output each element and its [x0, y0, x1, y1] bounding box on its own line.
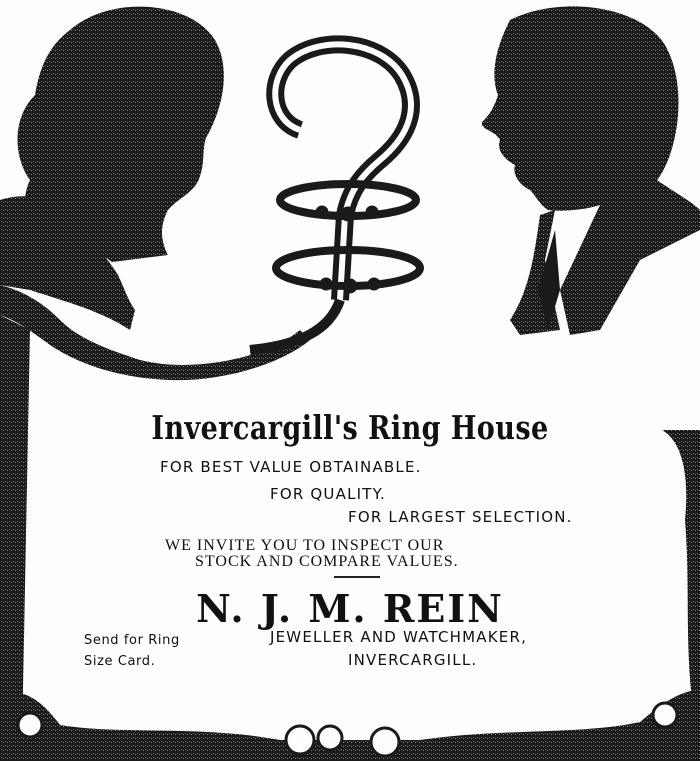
floral-border-icon: [0, 690, 700, 761]
tagline-selection: FOR LARGEST SELECTION.: [348, 508, 573, 526]
question-mark-rings-icon: [250, 44, 420, 350]
divider-rule: [334, 576, 380, 578]
tagline-value: FOR BEST VALUE OBTAINABLE.: [160, 458, 422, 476]
tagline-quality: FOR QUALITY.: [270, 485, 386, 503]
send-for-ring: Send for Ring: [84, 633, 180, 648]
invite-line-1: WE INVITE YOU TO INSPECT OUR: [165, 537, 445, 554]
invite-line-2: STOCK AND COMPARE VALUES.: [195, 553, 459, 570]
headline: Invercargill's Ring House: [151, 408, 549, 447]
business-name: N. J. M. REIN: [196, 586, 504, 631]
trade-line: JEWELLER AND WATCHMAKER,: [270, 628, 528, 646]
size-card: Size Card.: [84, 654, 156, 669]
town-line: INVERCARGILL.: [348, 651, 478, 669]
